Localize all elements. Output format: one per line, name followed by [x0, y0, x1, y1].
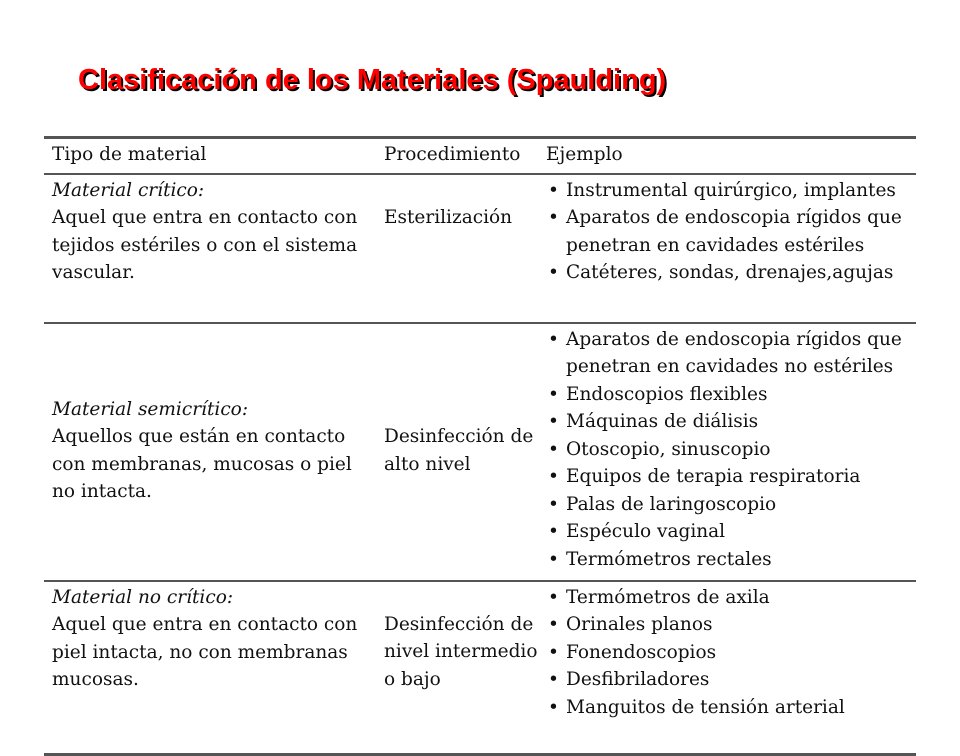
procedure-text: Desinfección de nivel intermedio o bajo: [384, 613, 538, 690]
category-description: Aquellos que están en contacto con membranas, mucosas o piel no intacta.: [52, 426, 352, 502]
list-item: • Equipos de terapia respiratoria: [546, 463, 916, 491]
category-name: Material no crítico:: [52, 586, 234, 608]
list-item: • Catéteres, sondas, drenajes,agujas: [546, 259, 916, 287]
list-item: • Fonendoscopios: [546, 639, 916, 667]
cell-ejemplo: [538, 581, 916, 755]
cell-ejemplo: [538, 323, 916, 581]
list-item: • Manguitos de tensión arterial: [546, 694, 916, 722]
cell-procedimiento: [376, 174, 538, 323]
table-row-material-critico: [44, 174, 916, 323]
examples-list: [546, 177, 916, 287]
cell-ejemplo: [538, 174, 916, 323]
procedure-text: Esterilización: [384, 206, 513, 228]
table-row-material-semicritico: [44, 323, 916, 581]
category-description: Aquel que entra en contacto con piel intacta, no con membranas mucosas.: [52, 614, 358, 690]
cell-tipo-material: [44, 323, 376, 581]
slide-title: Clasificación de los Materiales (Spaulding): [78, 64, 667, 96]
spaulding-classification-table: [44, 136, 916, 756]
spaulding-table-container: [44, 136, 916, 756]
list-item: • Espéculo vaginal: [546, 518, 916, 546]
list-item: • Aparatos de endoscopia rígidos que penetran en cavidades no estériles: [546, 326, 916, 381]
list-item: • Termómetros de axila: [546, 584, 916, 612]
examples-list: [546, 326, 916, 574]
list-item: • Desfibriladores: [546, 666, 916, 694]
procedure-text: Desinfección de alto nivel: [384, 426, 534, 475]
list-item: • Otoscopio, sinuscopio: [546, 436, 916, 464]
examples-list: [546, 584, 916, 722]
list-item: • Orinales planos: [546, 611, 916, 639]
header-ejemplo: Ejemplo: [546, 144, 623, 165]
cell-tipo-material: [44, 174, 376, 323]
cell-tipo-material: [44, 581, 376, 755]
header-procedimiento: Procedimiento: [384, 144, 521, 165]
list-item: • Endoscopios flexibles: [546, 381, 916, 409]
list-item: • Palas de laringoscopio: [546, 491, 916, 519]
list-item: • Aparatos de endoscopia rígidos que penetran en cavidades estériles: [546, 204, 916, 259]
category-description: Aquel que entra en contacto con tejidos estériles o con el sistema vascular.: [52, 207, 358, 283]
table-row-material-no-critico: [44, 581, 916, 755]
cell-procedimiento: [376, 581, 538, 755]
category-name: Material semicrítico:: [52, 398, 249, 420]
list-item: • Máquinas de diálisis: [546, 408, 916, 436]
category-name: Material crítico:: [52, 179, 205, 201]
header-tipo-material: Tipo de material: [52, 144, 207, 165]
cell-procedimiento: [376, 323, 538, 581]
table-header-row: [44, 138, 916, 174]
list-item: • Instrumental quirúrgico, implantes: [546, 177, 916, 205]
list-item: • Termómetros rectales: [546, 546, 916, 574]
